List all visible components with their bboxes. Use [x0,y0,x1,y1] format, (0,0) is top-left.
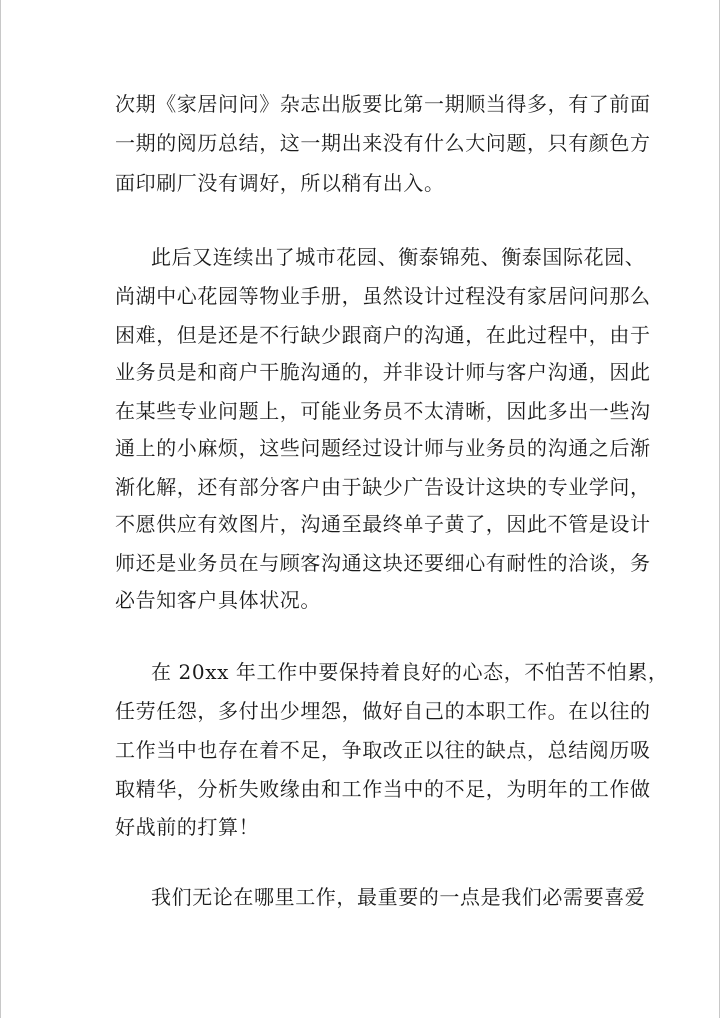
paragraph-2-line-8: 不愿供应有效图片，沟通至最终单子黄了，因此不管是设计 [115,512,651,536]
paragraph-3-line-5: 好战前的打算！ [115,815,260,839]
paragraph-2-line-5: 在某些专业问题上，可能业务员不太清晰，因此多出一些沟 [115,399,651,423]
paragraph-2-line-4: 业务员是和商户干脆沟通的，并非设计师与客户沟通，因此 [115,360,651,384]
paragraph-1-line-2: 一期的阅历总结，这一期出来没有什么大问题，只有颜色方 [115,131,651,155]
paragraph-2-line-1: 此后又连续出了城市花园、衡泰锦苑、衡泰国际花园、 [151,245,646,269]
paragraph-2-line-3: 困难，但是还是不行缺少跟商户的沟通，在此过程中，由于 [115,323,651,347]
paragraph-2-line-10: 必告知客户具体状况。 [115,588,321,612]
paragraph-3-line-3: 工作当中也存在着不足，争取改正以往的缺点，总结阅历吸 [115,738,651,762]
paragraph-1-line-3: 面印刷厂没有调好，所以稍有出入。 [115,171,445,195]
paragraph-2-line-2: 尚湖中心花园等物业手册，虽然设计过程没有家居问问那么 [115,284,651,308]
paragraph-3-line-4: 取精华，分析失败缘由和工作当中的不足，为明年的工作做 [115,777,651,801]
paragraph-4-line-1: 我们无论在哪里工作，最重要的一点是我们必需要喜爱 [151,885,646,909]
paragraph-2-line-9: 师还是业务员在与顾客沟通这块还要细心有耐性的洽谈，务 [115,551,651,575]
paragraph-3-line-2: 任劳任怨，多付出少埋怨，做好自己的本职工作。在以往的 [115,699,651,723]
paragraph-2-line-6: 通上的小麻烦，这些问题经过设计师与业务员的沟通之后渐 [115,436,651,460]
paragraph-3-line-1: 在 20xx 年工作中要保持着良好的心态，不怕苦不怕累， [151,660,669,684]
page-border-left [0,0,1,1018]
paragraph-1-line-1: 次期《家居问问》杂志出版要比第一期顺当得多，有了前面 [115,92,651,116]
paragraph-2-line-7: 渐化解，还有部分客户由于缺少广告设计这块的专业学问， [115,475,651,499]
